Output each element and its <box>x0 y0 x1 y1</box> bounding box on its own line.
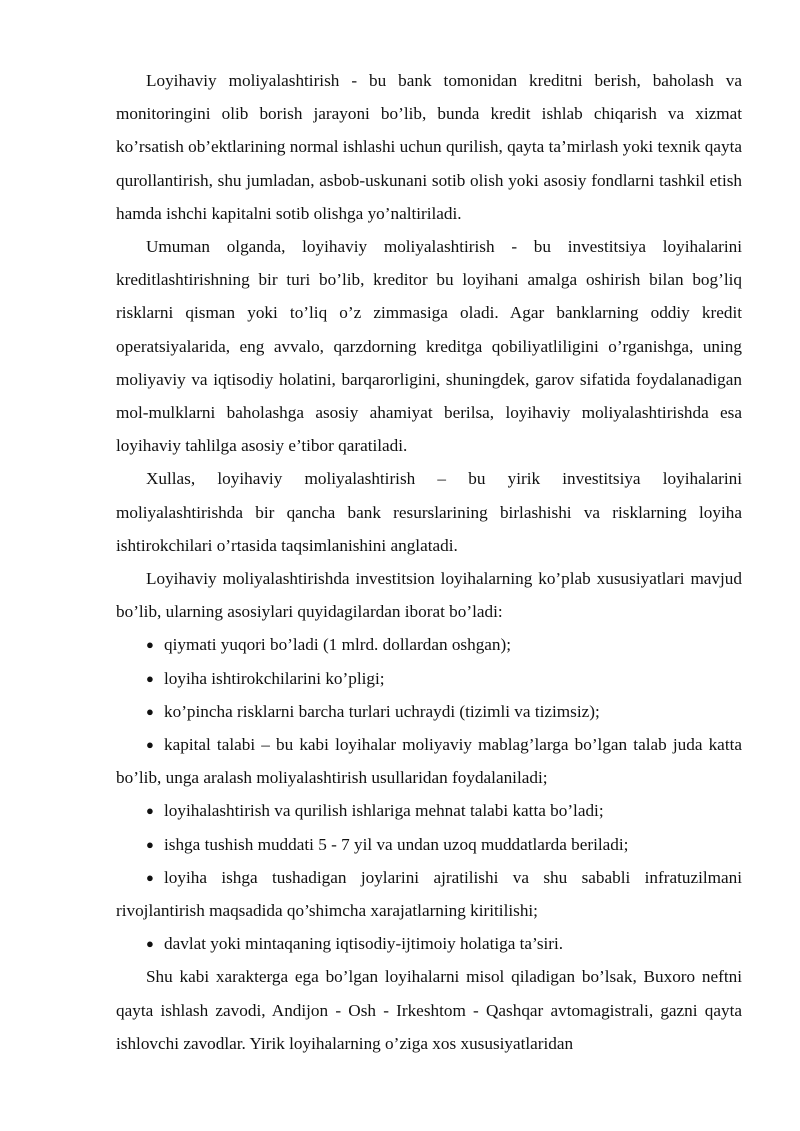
features-list <box>116 628 742 960</box>
bullet-icon: ● <box>146 936 154 952</box>
bullet-icon: ● <box>146 703 154 719</box>
paragraph-examples: Shu kabi xarakterga ega bo’lgan loyihalarni misol qiladigan bo’lsak, Buxoro neftni qayta ishlash zavodi, Andijon - Osh - Irkeshtom - Qashqar avtomagistrali, gazni qayta ishlovchi zavodlar. Yirik loyihalarning o’ziga xos xususiyatlaridan <box>116 967 742 1053</box>
list-item: ● loyiha ishtirokchilarini ko’pligi; <box>116 662 742 695</box>
list-item: ● qiymati yuqori bo’ladi (1 mlrd. dollardan oshgan); <box>116 628 742 661</box>
bullet-icon: ● <box>146 637 154 653</box>
paragraph-general: Umuman olganda, loyihaviy moliyalashtirish - bu investitsiya loyihalarini kreditlashtirishning bir turi bo’lib, kreditor bu loyihani amalga oshirish bilan bog’liq risklarni qisman yoki to’liq o’z zimmasiga oladi. Agar banklarning oddiy kredit operatsiyalarida, eng avvalo, qarzdorning kreditga qobiliyatliligini o’rganishga, uning moliyaviy va iqtisodiy holatini, barqarorligini, shuningdek, garov sifatida foydalanadigan mol-mulklarni baholashga asosiy ahamiyat berilsa, loyihaviy moliyalashtirishda esa loyihaviy tahlilga asosiy e’tibor qaratiladi. <box>116 237 742 456</box>
list-item: ● kapital talabi – bu kabi loyihalar moliyaviy mablag’larga bo’lgan talab juda katta bo’lib, unga aralash moliyalashtirish usullaridan foydalaniladi; <box>116 728 742 794</box>
list-item: ● davlat yoki mintaqaning iqtisodiy-ijtimoiy holatiga ta’siri. <box>116 927 742 960</box>
list-item: ● loyihalashtirish va qurilish ishlariga mehnat talabi katta bo’ladi; <box>116 794 742 827</box>
paragraph-features-intro: Loyihaviy moliyalashtirishda investitsion loyihalarning ko’plab xususiyatlari mavjud bo’lib, ularning asosiylari quyidagilardan iborat bo’ladi: <box>116 569 742 622</box>
bullet-icon: ● <box>146 869 154 885</box>
list-item: ● ko’pincha risklarni barcha turlari uchraydi (tizimli va tizimsiz); <box>116 695 742 728</box>
paragraph-summary: Xullas, loyihaviy moliyalashtirish – bu yirik investitsiya loyihalarini moliyalashtirishda bir qancha bank resurslarining birlashishi va risklarning loyiha ishtirokchilari o’rtasida taqsimlanishini anglatadi. <box>116 469 742 555</box>
bullet-icon: ● <box>146 737 154 753</box>
document-page <box>116 64 742 1060</box>
paragraph-definition: Loyihaviy moliyalashtirish - bu bank tomonidan kreditni berish, baholash va monitoringini olib borish jarayoni bo’lib, bunda kredit ishlab chiqarish va xizmat ko’rsatish ob’ektlarining normal ishlashi uchun qurilish, qayta ta’mirlash yoki texnik qayta qurollantirish, shu jumladan, asbob-uskunani sotib olish yoki asosiy fondlarni tashkil etish hamda ishchi kapitalni sotib olishga yo’naltiriladi. <box>116 71 742 223</box>
bullet-icon: ● <box>146 670 154 686</box>
bullet-icon: ● <box>146 836 154 852</box>
list-item: ● loyiha ishga tushadigan joylarini ajratilishi va shu sababli infratuzilmani rivojlantirish maqsadida qo’shimcha xarajatlarning kiritilishi; <box>116 861 742 927</box>
bullet-icon: ● <box>146 803 154 819</box>
list-item: ● ishga tushish muddati 5 - 7 yil va undan uzoq muddatlarda beriladi; <box>116 828 742 861</box>
